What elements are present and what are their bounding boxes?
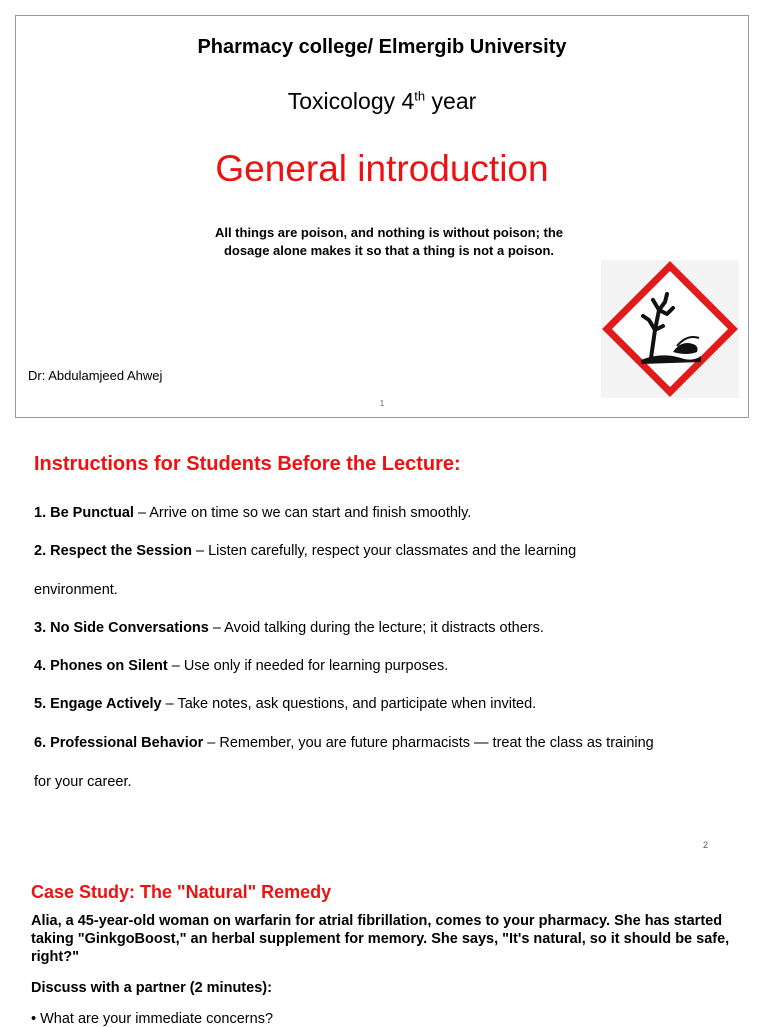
case-study-text: Alia, a 45-year-old woman on warfarin for atrial fibrillation, comes to your pharmacy. She has started taking "GinkgoBoost," an herbal supplement for memory. She says, "It's natural, so it should be safe, right?"	[31, 913, 730, 965]
instruction-text: – Avoid talking during the lecture; it distracts others.	[208, 620, 544, 636]
instruction-text: for your career.	[34, 774, 132, 790]
course-prefix: Toxicology 4	[287, 88, 415, 114]
slide-title: General introduction	[215, 148, 549, 189]
instruction-text: – Use only if needed for learning purposes.	[167, 658, 449, 674]
instruction-title: 2. Respect the Session	[34, 543, 192, 559]
college-name: Pharmacy college/ Elmergib University	[197, 36, 567, 58]
instruction-item-continued	[34, 582, 118, 598]
instruction-item	[34, 658, 448, 674]
course-superscript: th	[414, 88, 426, 104]
instruction-item	[34, 620, 544, 636]
course-name	[16, 88, 748, 115]
instruction-item	[34, 505, 471, 521]
title-slide	[15, 15, 749, 418]
discussion-question: • What are your immediate concerns?	[31, 1011, 274, 1027]
instruction-text: – Take notes, ask questions, and participate when invited.	[161, 696, 537, 712]
instruction-item-continued	[34, 774, 132, 790]
instruction-title: 3. No Side Conversations	[34, 620, 209, 636]
instruction-title: 1. Be Punctual	[34, 505, 134, 521]
instruction-title: 5. Engage Actively	[34, 696, 162, 712]
instruction-text: – Remember, you are future pharmacists — treat the class as training	[203, 735, 654, 751]
page-number: 1	[379, 399, 385, 408]
case-study-heading: Case Study: The "Natural" Remedy	[31, 882, 332, 902]
instruction-title: 4. Phones on Silent	[34, 658, 168, 674]
page-number: 2	[703, 840, 709, 850]
instruction-item	[34, 543, 576, 559]
environmental-hazard-icon	[601, 260, 739, 398]
author: Dr: Abdulamjeed Ahwej	[28, 368, 163, 383]
case-study-page	[0, 858, 768, 1027]
instruction-text: – Listen carefully, respect your classmates and the learning	[191, 543, 577, 559]
instructions-heading: Instructions for Students Before the Lecture:	[34, 453, 461, 475]
instruction-title: 6. Professional Behavior	[34, 735, 204, 751]
instructions-page	[0, 418, 768, 858]
discussion-prompt: Discuss with a partner (2 minutes):	[31, 980, 272, 996]
instruction-item	[34, 696, 536, 712]
instruction-text: environment.	[34, 582, 118, 598]
course-suffix: year	[425, 88, 477, 114]
instruction-text: – Arrive on time so we can start and finish smoothly.	[133, 505, 472, 521]
instruction-item	[34, 735, 654, 751]
quote: All things are poison, and nothing is without poison; the dosage alone makes it so that a thing is not a poison.	[214, 225, 564, 258]
